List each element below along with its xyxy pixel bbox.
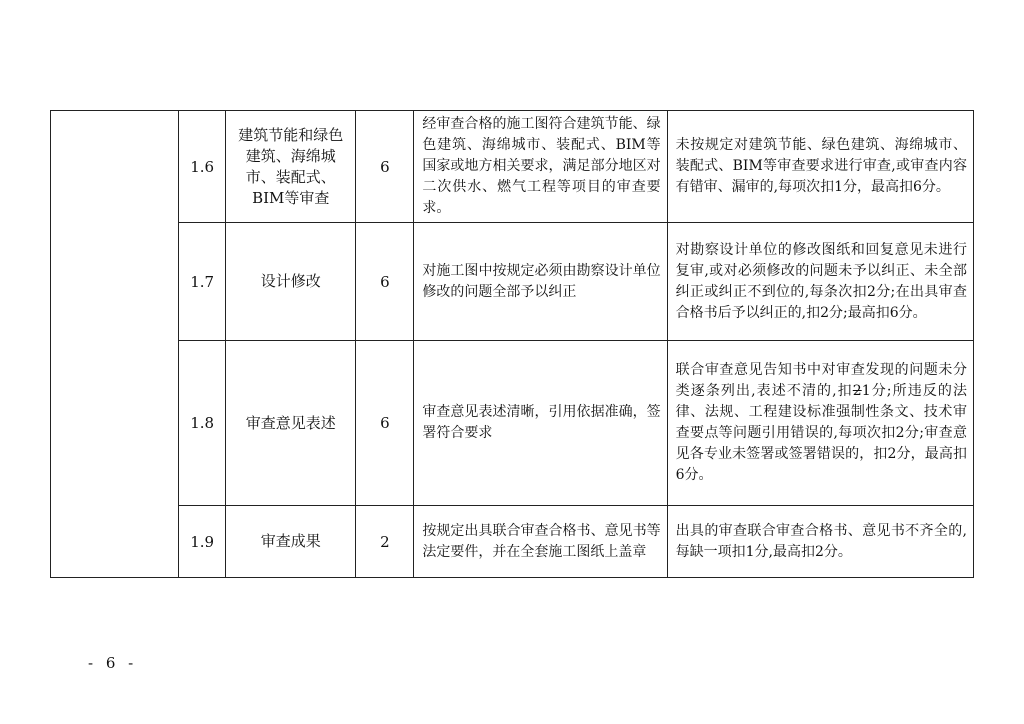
page-number: - 6 - — [88, 654, 138, 672]
item-score: 6 — [356, 111, 414, 223]
item-name: 设计修改 — [226, 223, 356, 341]
table-row — [51, 111, 974, 223]
item-score: 6 — [356, 223, 414, 341]
item-score: 2 — [356, 506, 414, 578]
item-criteria: 对勘察设计单位的修改图纸和回复意见未进行复审,或对必须修改的问题未予以纠正、未全部纠正或纠正不到位的,每条次扣2分;在出具审查合格书后予以纠正的,扣2分;最高扣6分。 — [667, 223, 973, 341]
item-name: 审查成果 — [226, 506, 356, 578]
item-criteria — [667, 341, 973, 506]
item-requirement: 审查意见表述清晰，引用依据准确，签署符合要求 — [414, 341, 667, 506]
item-criteria: 未按规定对建筑节能、绿色建筑、海绵城市、装配式、BIM等审查要求进行审查,或审查内容有错审、漏审的,每项次扣1分，最高扣6分。 — [667, 111, 973, 223]
table-row — [51, 506, 974, 578]
table-row — [51, 223, 974, 341]
item-number: 1.8 — [179, 341, 226, 506]
item-requirement: 经审查合格的施工图符合建筑节能、绿色建筑、海绵城市、装配式、BIM等国家或地方相关要求，满足部分地区对二次供水、燃气工程等项目的审查要求。 — [414, 111, 667, 223]
item-criteria: 出具的审查联合审查合格书、意见书不齐全的,每缺一项扣1分,最高扣2分。 — [667, 506, 973, 578]
item-number: 1.7 — [179, 223, 226, 341]
item-score: 6 — [356, 341, 414, 506]
item-requirement: 对施工图中按规定必须由勘察设计单位修改的问题全部予以纠正 — [414, 223, 667, 341]
item-requirement: 按规定出具联合审查合格书、意见书等法定要件，并在全套施工图纸上盖章 — [414, 506, 667, 578]
table-row — [51, 341, 974, 506]
category-cell — [51, 111, 179, 578]
criteria-text-end: 1分;所违反的法律、法规、工程建设标准强制性条文、技术审查要点等问题引用错误的,每项次扣2分;审查意见各专业未签署或签署错误的，扣2分，最高扣6分。 — [675, 383, 967, 483]
item-name: 审查意见表述 — [226, 341, 356, 506]
item-number: 1.9 — [179, 506, 226, 578]
item-number: 1.6 — [179, 111, 226, 223]
item-name: 建筑节能和绿色建筑、海绵城市、装配式、BIM等审查 — [226, 111, 356, 223]
struck-value: 2 — [852, 383, 862, 399]
criteria-text-start: 联合审查意见告知书中对审查发现的问题未分类逐条列出,表述不清的,扣 — [675, 362, 967, 399]
review-standards-table — [50, 110, 974, 578]
